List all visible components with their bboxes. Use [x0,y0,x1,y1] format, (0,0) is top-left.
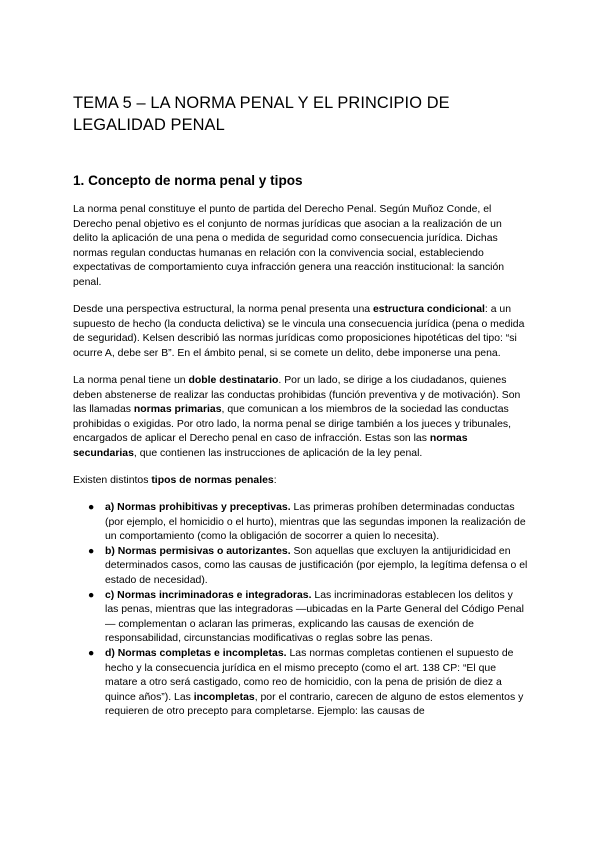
bold-term: estructura condicional [372,304,485,316]
text: Existen distintos [73,475,152,486]
list-item [88,501,528,545]
bold-term: normas secundarias [73,433,468,459]
norm-types-list [73,501,528,720]
item-label: c) Normas incriminadoras e integradoras. [105,589,312,601]
section-heading: 1. Concepto de norma penal y tipos [73,173,303,188]
page-title: TEMA 5 – LA NORMA PENAL Y EL PRINCIPIO DE LEGALIDAD PENAL [73,94,450,134]
item-label: b) Normas permisivas o autorizantes. [105,545,291,557]
text: Desde una perspectiva estructural, la norma penal presenta una [73,304,373,316]
item-text: , por el contrario, carecen de alguno de estos elementos y requieren de otro precepto para completarse. Ejemplo: las causas de [105,691,524,718]
item-text: Las normas completas contienen el supuesto de hecho y la consecuencia jurídica en el mismo precepto (como el art. 138 CP: “El que matare a otro será castigado, como reo de homicidio, con la pena de prisión de diez a quince años”). Las [105,648,514,703]
text: : a un supuesto de hecho (la conducta delictiva) se le vincula una consecuencia jurídica (pena o medida de seguridad). Kelsen describió las normas jurídicas como proposiciones hipotéticas del tipo: “si ocurre A, debe ser B”. En el ámbito penal, si se comete un delito, debe imponerse una pena. [73,304,525,359]
text: : [273,475,277,486]
text: . Por un lado, se dirige a los ciudadanos, quienes deben abstenerse de realizar las conductas prohibidas (función preventiva y de motivación). Son las llamadas [73,374,521,416]
text: La norma penal tiene un [73,374,189,386]
bullet-icon: ● [88,648,95,660]
text: , que contienen las instrucciones de aplicación de la ley penal. [133,447,423,459]
bullet-icon: ● [88,502,95,514]
bold-term: tipos de normas penales [151,475,274,486]
item-text: Las primeras prohíben determinadas conductas (por ejemplo, el homicidio o el hurto), mientras que las segundas imponen la realización de un comportamiento (como la obligación de socorrer a quien lo necesita). [105,502,526,543]
list-item [88,589,528,647]
bullet-icon: ● [88,545,95,557]
list-item [88,647,528,720]
paragraph-concept: La norma penal constituye el punto de partida del Derecho Penal. Según Muñoz Conde, el Derecho penal objetivo es el conjunto de normas jurídicas que asocian a la realización de un delito la aplicación de una pena o medida de seguridad como consecuencia jurídica. Dichas normas regulan conductas humanas en relación con la convivencia social, estableciendo expectativas de comportamiento cuya infracción genera una reacción institucional: la sanción penal. [73,204,505,288]
item-label: a) Normas prohibitivas y preceptivas. [105,502,291,514]
paragraph-structure [73,303,528,361]
item-text: Las incriminadoras establecen los delitos y las penas, mientras que las integradoras —ubicadas en la Parte General del Código Penal— complementan o aclaran las primeras, explicando las causas de exención de responsabilidad, circunstancias modificativas o reglas sobre las penas. [105,589,524,645]
item-text: Son aquellas que excluyen la antijuridicidad en determinados casos, como las causas de justificación (por ejemplo, la legítima defensa o el estado de necesidad). [105,545,528,587]
paragraph-tipos-intro [73,474,528,489]
bold-term: incompletas [193,691,255,703]
list-item [88,545,528,589]
bold-term: doble destinatario [188,374,279,386]
text: , que comunican a los miembros de la sociedad las conductas prohibidas o exigidas. Por otro lado, la norma penal se dirige también a los jueces y tribunales, encargados de aplicar el Derecho penal en caso de infracción. Estas son las [73,404,512,445]
item-label: d) Normas completas e incompletas. [105,648,287,660]
paragraph-destinatario [73,374,528,462]
bullet-icon: ● [88,589,95,601]
bold-term: normas primarias [133,404,222,416]
